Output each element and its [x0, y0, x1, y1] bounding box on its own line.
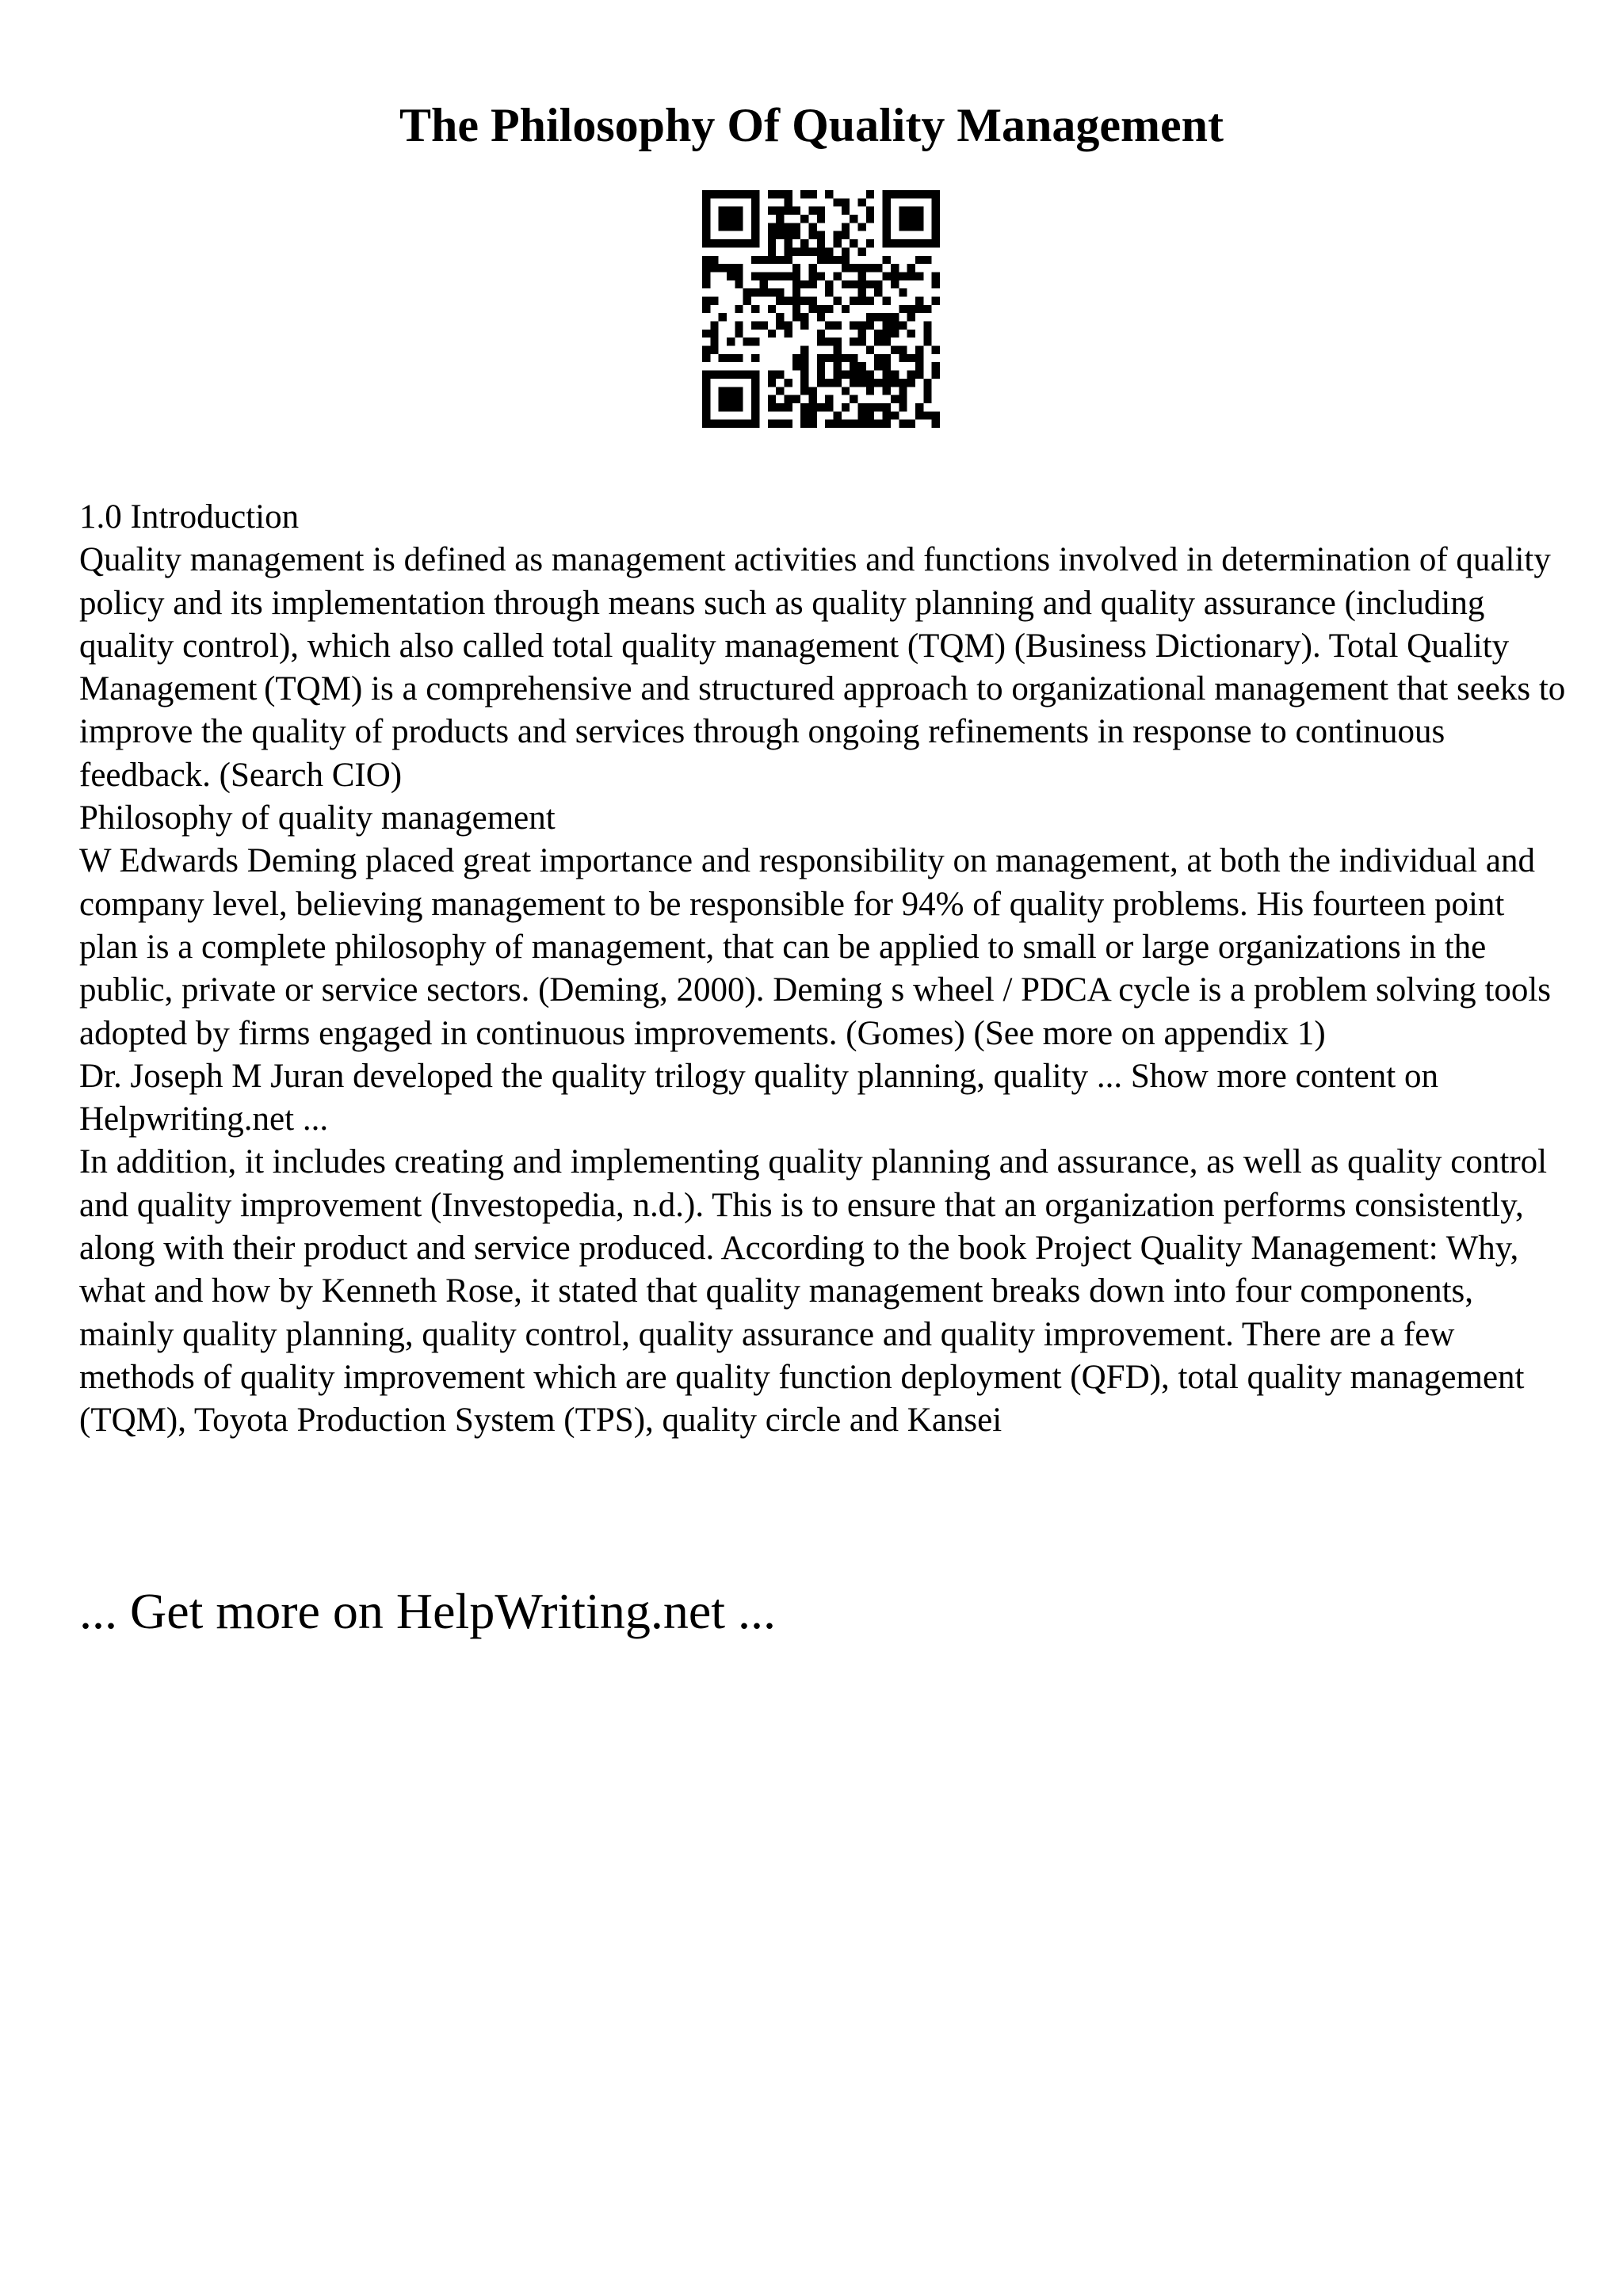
philosophy-heading: Philosophy of quality management	[79, 799, 556, 837]
qr-code-icon	[702, 190, 940, 428]
juran-paragraph: Dr. Joseph M Juran developed the quality trilogy quality planning, quality ... Show more content on Helpwriting.net ...	[79, 1057, 1438, 1138]
deming-paragraph: W Edwards Deming placed great importance and responsibility on management, at both the individual and company level, believing management to be responsible for 94% of quality problems. His fourteen point plan is a complete philosophy of management, that can be applied to small or large organizations in the public, private or service sectors. (Deming, 2000). Deming s wheel / PDCA cycle is a problem solving tools adopted by firms engaged in continuous improvements. (Gomes) (See more on appendix 1)	[79, 842, 1551, 1052]
document-title: The Philosophy Of Quality Management	[399, 99, 1224, 151]
get-more-link[interactable]: ... Get more on HelpWriting.net ...	[79, 1583, 776, 1639]
intro-heading: 1.0 Introduction	[79, 498, 300, 536]
quality-components-paragraph: In addition, it includes creating and implementing quality planning and assurance, as well as quality control and quality improvement (Investopedia, n.d.). This is to ensure that an organization performs consistently, along with their product and service produced. According to the book Project Quality Management: Why, what and how by Kenneth Rose, it stated that quality management breaks down into four components, mainly quality planning, quality control, quality assurance and quality improvement. There are a few methods of quality improvement which are quality function deployment (QFD), total quality management (TQM), Toyota Production System (TPS), quality circle and Kansei	[79, 1143, 1548, 1440]
intro-paragraph: Quality management is defined as management activities and functions involved in determination of quality policy and its implementation through means such as quality planning and quality assurance (including quality control), which also called total quality management (TQM) (Business Dictionary). Total Quality Management (TQM) is a comprehensive and structured approach to organizational management that seeks to improve the quality of products and services through ongoing refinements in response to continuous feedback. (Search CIO)	[79, 541, 1566, 794]
document-body	[79, 496, 1569, 1443]
